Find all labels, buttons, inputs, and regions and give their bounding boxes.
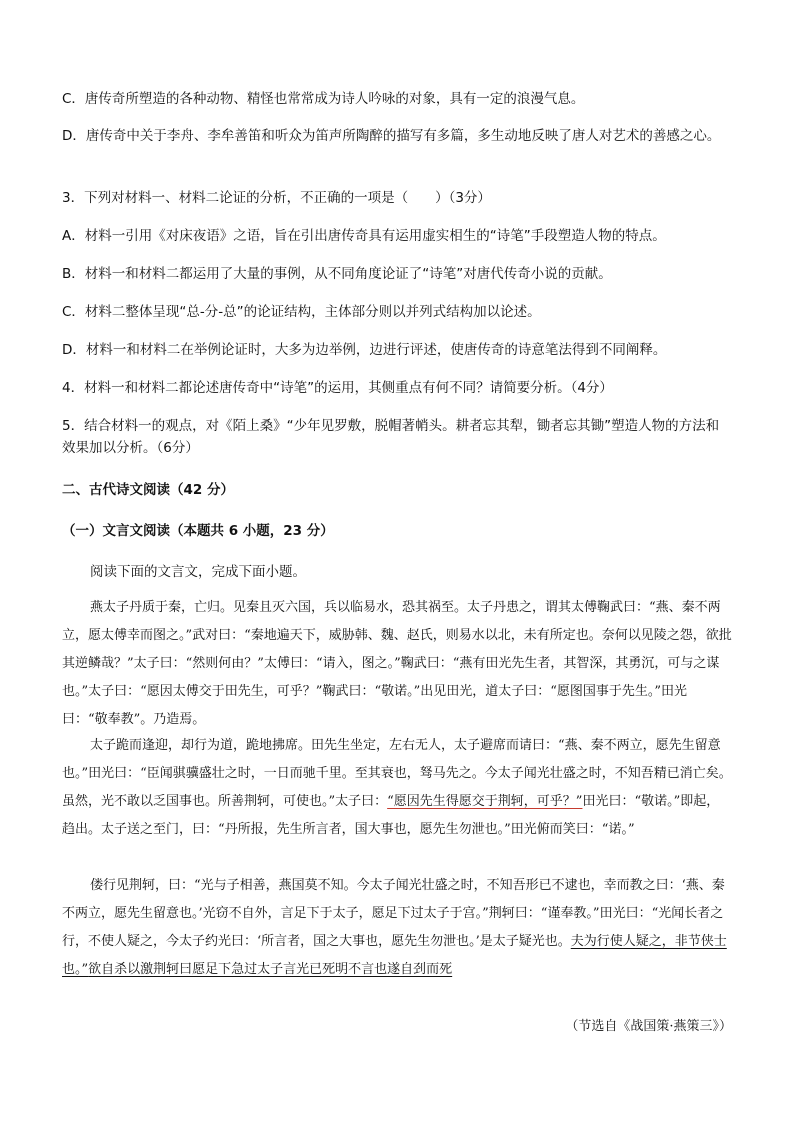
passage-p3-text-b: 欲自杀以激荆轲曰愿足下急过太子言光已死明不言也遂自刭而死 [88,962,453,977]
question-3-option-c: C．材料二整体呈现“总-分-总”的论证结构，主体部分则以并列式结构加以论述。 [62,304,541,320]
question-5: 5．结合材料一的观点，对《陌上桑》“少年见罗敷，脱帽著帩头。耕者忘其犁，锄者忘其锄”塑造人物的方法和效果加以分析。（6分） [62,418,720,456]
passage-paragraph-3 [62,872,732,984]
question-4: 4．材料一和材料二都论述唐传奇中“诗笔”的运用，其侧重点有何不同？请简要分析。（4分） [62,380,613,396]
passage-paragraph-1: 燕太子丹质于秦，亡归。见秦且灭六国，兵以临易水，恐其祸至。太子丹患之，谓其太傅鞠武曰：“燕、秦不两立，愿太傅幸而图之。”武对曰：“秦地遍天下，威胁韩、魏、赵氏，则易水以北，未有所定也。奈何以见陵之怨，欲批其逆鳞哉？”太子曰：“然则何由？”太傅曰：“请入，图之。”鞠武曰：“燕有田光先生者，其智深，其勇沉，可与之谋也。”太子曰：“愿因太傅交于田先生，可乎？”鞠武曰：“敬诺。”出见田光，道太子曰：“愿图国事于先生。”田光曰：“敬奉教”。乃造焉。 [62,600,732,727]
option-c-prev: C．唐传奇所塑造的各种动物、精怪也常常成为诗人吟咏的对象，具有一定的浪漫气息。 [62,91,585,107]
passage-paragraph-2 [62,732,732,844]
passage-p3-underlined: 夫为行使人疑之，非节侠士也。” [62,934,727,977]
section-subtitle: （一）文言文阅读（本题共 6 小题，23 分） [62,523,334,539]
question-3-option-d: D．材料一和材料二在举例论证时，大多为边举例，边进行评述，使唐传奇的诗意笔法得到不同阐释。 [62,342,667,358]
question-3-option-a: A．材料一引用《对床夜语》之语，旨在引出唐传奇具有运用虚实相生的“诗笔”手段塑造人物的特点。 [62,228,666,244]
passage-source: （节选自《战国策·燕策三》） [565,1019,732,1034]
passage-p2-underlined: “愿因先生得愿交于荆轲，可乎？” [387,794,583,809]
section-title: 二、古代诗文阅读（42 分） [62,482,234,498]
passage-p3-text-a: 偻行见荆轲，曰：“光与子相善，燕国莫不知。今太子闻光壮盛之时，不知吾形已不逮也，幸而教之曰：‘燕、秦不两立，愿先生留意也。’光窃不自外，言足下于太子，愿足下过太子于宫。”荆轲曰：“谨奉教。”田光曰：“光闻长者之行，不使人疑之，今太子约光曰：‘所言者，国之大事也，愿先生勿泄也。’是太子疑光也。 [62,878,725,949]
question-3-option-b: B．材料一和材料二都运用了大量的事例，从不同角度论证了“诗笔”对唐代传奇小说的贡献。 [62,266,612,282]
instructions: 阅读下面的文言文，完成下面小题。 [90,564,306,580]
question-3-stem: 3．下列对材料一、材料二论证的分析，不正确的一项是（ ）（3分） [62,190,491,206]
passage-p2-text-a: 太子跪而逢迎，却行为道，跪地拂席。田先生坐定，左右无人，太子避席而请曰：“燕、秦不两立，愿先生留意也。”田光曰：“臣闻骐骥盛壮之时，一日而驰千里。至其衰也，驽马先之。今太子闻光壮盛之时，不知吾精已消亡矣。虽然，光不敢以乏国事也。所善荆轲，可使也。”太子曰： [62,738,732,809]
option-d-prev: D．唐传奇中关于李舟、李牟善笛和听众为笛声所陶醉的描写有多篇，多生动地反映了唐人对艺术的善感之心。 [62,128,721,144]
passage-p2-text-b: 田光曰：“敬诺。”即起，趋出。太子送之至门，曰：“丹所报，先生所言者，国大事也，愿先生勿泄也。”田光俯而笑曰：“诺。” [62,794,720,837]
